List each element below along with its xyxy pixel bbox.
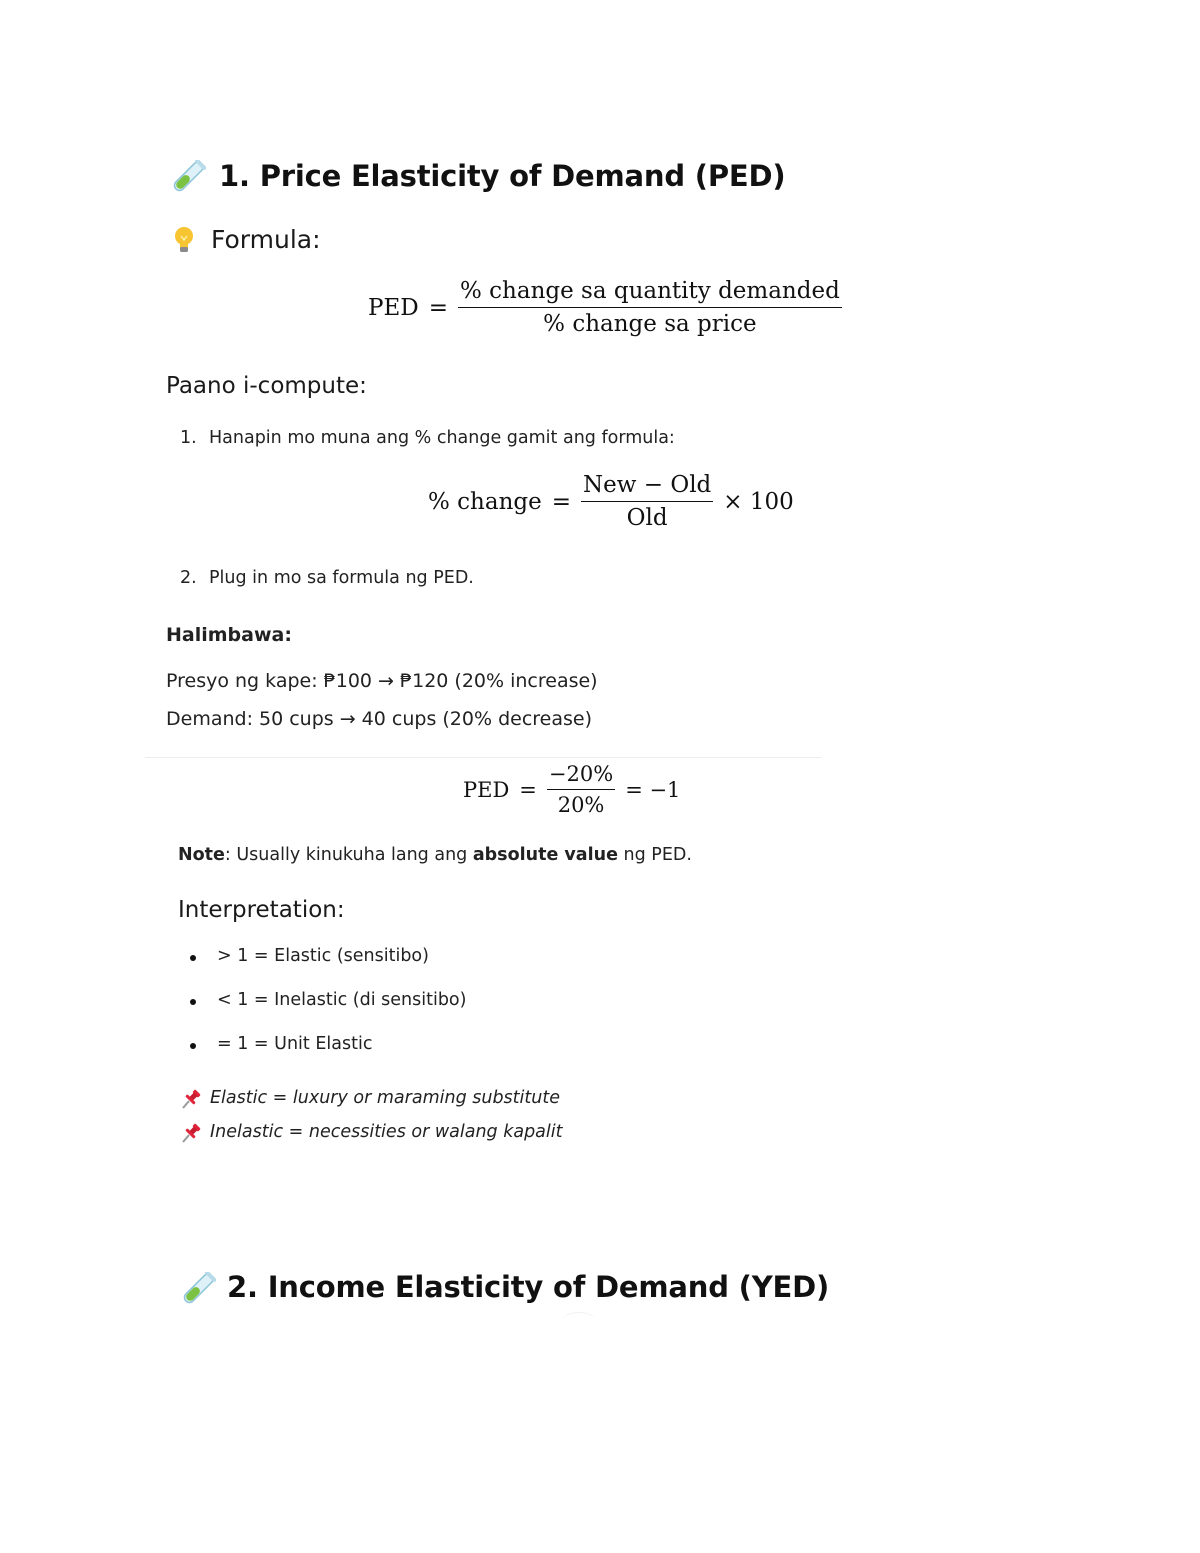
ped-example-fraction bbox=[547, 762, 615, 817]
ped-example-formula bbox=[463, 762, 680, 817]
divider bbox=[145, 757, 821, 758]
bullet-dot bbox=[190, 1043, 196, 1049]
section-1-title: 1. Price Elasticity of Demand (PED) bbox=[219, 159, 786, 193]
ped-formula-denominator: % change sa price bbox=[543, 311, 757, 337]
pct-change-times: × 100 bbox=[723, 488, 794, 515]
pct-change-denominator: Old bbox=[626, 505, 668, 531]
pin-line-elastic: Elastic = luxury or maraming substitute bbox=[210, 1088, 560, 1108]
ped-formula-lhs: PED bbox=[368, 294, 419, 321]
pushpin-icon bbox=[180, 1122, 202, 1144]
bullet-dot bbox=[190, 999, 196, 1005]
ped-example-result: = −1 bbox=[625, 777, 681, 802]
interpretation-heading: Interpretation: bbox=[178, 897, 345, 923]
example-line-price: Presyo ng kape: ₱100 → ₱120 (20% increase) bbox=[166, 670, 598, 692]
ped-example-eq: = bbox=[519, 777, 537, 802]
note-text-1: : Usually kinukuha lang ang bbox=[224, 845, 473, 865]
compute-heading: Paano i-compute: bbox=[166, 373, 367, 399]
pct-change-fraction bbox=[581, 472, 713, 531]
ped-formula bbox=[368, 278, 842, 337]
pushpin-icon bbox=[180, 1088, 202, 1110]
pct-change-numerator: New − Old bbox=[583, 472, 712, 498]
section-2-title: 2. Income Elasticity of Demand (YED) bbox=[227, 1270, 830, 1304]
pct-change-formula bbox=[428, 472, 794, 531]
note-strong: absolute value bbox=[472, 845, 618, 865]
note-label: Note bbox=[178, 845, 225, 865]
step-2-number: 2. bbox=[180, 568, 197, 588]
test-tube-icon bbox=[180, 1272, 216, 1306]
ped-example-numerator: −20% bbox=[548, 762, 614, 786]
note-paragraph bbox=[178, 845, 692, 865]
example-line-demand: Demand: 50 cups → 40 cups (20% decrease) bbox=[166, 708, 592, 730]
test-tube-icon bbox=[170, 160, 206, 194]
ped-example-denominator: 20% bbox=[557, 793, 605, 817]
note-text-2: ng PED. bbox=[617, 845, 692, 865]
pct-change-eq: = bbox=[551, 488, 572, 515]
formula-heading: Formula: bbox=[211, 225, 321, 254]
ped-formula-numerator: % change sa quantity demanded bbox=[460, 278, 840, 304]
ped-formula-fraction bbox=[458, 278, 842, 337]
example-heading: Halimbawa: bbox=[166, 624, 292, 646]
ped-example-lhs: PED bbox=[463, 777, 510, 802]
bullet-dot bbox=[190, 955, 196, 961]
pct-change-lhs: % change bbox=[428, 488, 542, 515]
faint-arc-decoration bbox=[562, 1312, 596, 1331]
step-1-text: Hanapin mo muna ang % change gamit ang formula: bbox=[209, 428, 675, 448]
pin-line-inelastic: Inelastic = necessities or walang kapalit bbox=[210, 1122, 563, 1142]
step-2-text: Plug in mo sa formula ng PED. bbox=[209, 568, 474, 588]
step-1-number: 1. bbox=[180, 428, 197, 448]
lightbulb-icon bbox=[172, 226, 196, 254]
interpretation-item: < 1 = Inelastic (di sensitibo) bbox=[217, 990, 467, 1010]
interpretation-item: = 1 = Unit Elastic bbox=[217, 1034, 373, 1054]
ped-formula-eq: = bbox=[428, 294, 448, 321]
interpretation-item: > 1 = Elastic (sensitibo) bbox=[217, 946, 429, 966]
